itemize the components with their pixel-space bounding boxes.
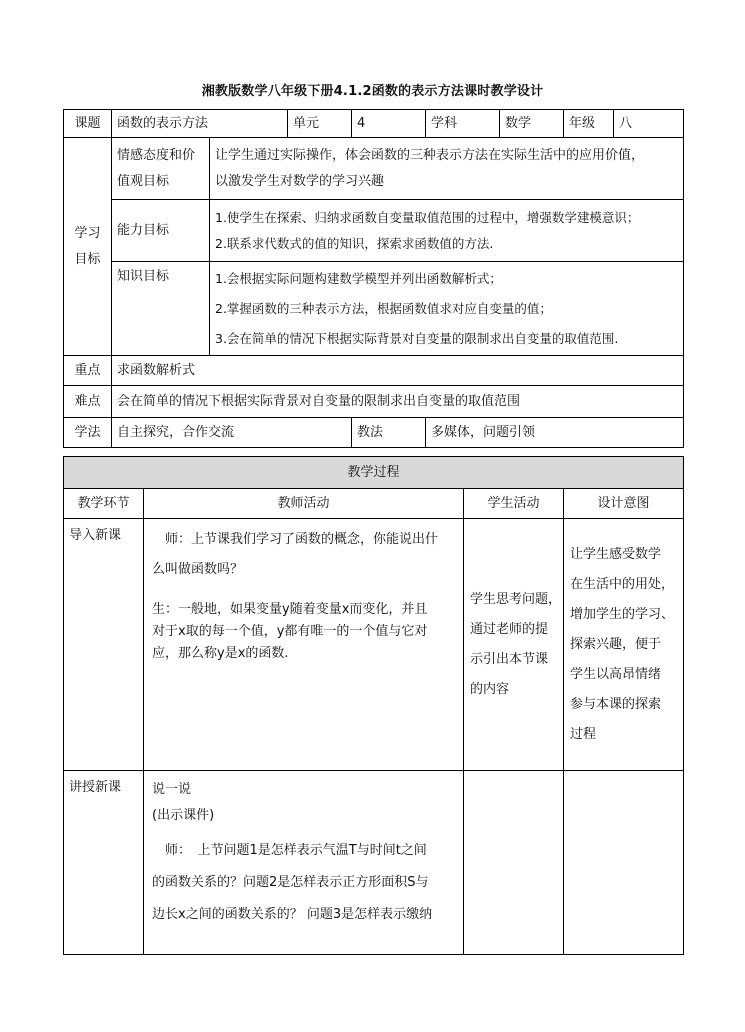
process-header: 教学过程 <box>64 457 684 489</box>
design-intro-line7: 过程 <box>570 726 597 742</box>
design-intro-line5: 学生以高昂情绪 <box>570 666 662 682</box>
process-header-row <box>64 457 684 489</box>
col-design: 设计意图 <box>564 489 684 519</box>
process-columns-row <box>64 489 684 519</box>
emotion-label-line2: 值观目标 <box>117 173 170 189</box>
knowledge-text <box>210 262 684 356</box>
student-intro <box>464 519 564 771</box>
design-intro-line3: 增加学生的学习、 <box>570 606 675 622</box>
knowledge-line2: 2.掌握函数的三种表示方法，根据函数值求对应自变量的值； <box>215 300 552 316</box>
method-row <box>64 418 684 448</box>
design-teach <box>564 771 684 955</box>
key-label: 重点 <box>64 356 112 386</box>
student-intro-line3: 示引出本节课 <box>470 651 549 667</box>
teacher-teach-line1: 说一说 <box>152 782 192 797</box>
teach-method: 多媒体，问题引领 <box>426 418 684 448</box>
emotion-text-line2: 以激发学生对数学的学习兴趣 <box>215 173 385 189</box>
teacher-intro-line4: 对于x取的每一个值，y都有唯一的一个值与它对 <box>152 624 428 639</box>
goals-label-line2: 目标 <box>74 251 101 267</box>
subject-label: 学科 <box>426 110 500 138</box>
difficult-row <box>64 386 684 418</box>
info-table <box>63 109 684 448</box>
difficult-label: 难点 <box>64 386 112 418</box>
student-intro-line4: 的内容 <box>470 681 510 697</box>
knowledge-line3: 3.会在简单的情况下根据实际背景对自变量的限制求出自变量的取值范围. <box>215 330 619 346</box>
stage-intro: 导入新课 <box>64 519 144 771</box>
difficult-text: 会在简单的情况下根据实际背景对自变量的限制求出自变量的取值范围 <box>112 386 684 418</box>
subject-value: 数学 <box>500 110 564 138</box>
process-row-teach <box>64 771 684 955</box>
process-table <box>63 456 684 955</box>
learn-method-label: 学法 <box>64 418 112 448</box>
teacher-intro-line3: 生：一般地，如果变量y随着变量x而变化，并且 <box>152 602 428 617</box>
teacher-intro-line5: 应，那么称y是x的函数. <box>152 646 289 661</box>
knowledge-label: 知识目标 <box>112 262 210 356</box>
goals-label <box>64 138 112 356</box>
teacher-teach <box>144 771 464 955</box>
teacher-intro-line2: 么叫做函数吗？ <box>152 562 244 577</box>
ability-text <box>210 200 684 262</box>
emotion-text <box>210 138 684 200</box>
key-text: 求函数解析式 <box>112 356 684 386</box>
ability-label: 能力目标 <box>112 200 210 262</box>
design-intro <box>564 519 684 771</box>
goals-label-line1: 学习 <box>74 225 101 241</box>
unit-value: 4 <box>352 110 426 138</box>
topic-value: 函数的表示方法 <box>112 110 288 138</box>
topic-label: 课题 <box>64 110 112 138</box>
design-intro-line2: 在生活中的用处， <box>570 576 675 592</box>
stage-teach: 讲授新课 <box>64 771 144 955</box>
ability-line2: 2.联系求代数式的值的知识，探索求函数值的方法. <box>215 235 494 251</box>
design-intro-line6: 参与本课的探索 <box>570 696 662 712</box>
teacher-teach-line2: (出示课件) <box>152 808 215 823</box>
student-teach <box>464 771 564 955</box>
teacher-teach-line5: 边长x之间的函数关系的？ 问题3是怎样表示缴纳 <box>152 907 433 922</box>
key-row <box>64 356 684 386</box>
teach-method-label: 教法 <box>352 418 426 448</box>
teacher-teach-line4: 的函数关系的？问题2是怎样表示正方形面积S与 <box>152 875 429 890</box>
student-intro-line2: 通过老师的提 <box>470 621 549 637</box>
student-intro-line1: 学生思考问题， <box>470 591 562 607</box>
design-intro-line4: 探索兴趣，便于 <box>570 636 662 652</box>
process-row-intro <box>64 519 684 771</box>
emotion-text-line1: 让学生通过实际操作，体会函数的三种表示方法在实际生活中的应用价值， <box>215 147 645 163</box>
goal-ability-row <box>64 200 684 262</box>
col-stage: 教学环节 <box>64 489 144 519</box>
info-row <box>64 110 684 138</box>
emotion-label-line1: 情感态度和价 <box>117 147 196 163</box>
grade-label: 年级 <box>564 110 614 138</box>
page-title: 湘教版数学八年级下册4.1.2函数的表示方法课时教学设计 <box>201 84 544 99</box>
goal-emotion-row <box>64 138 684 200</box>
teacher-intro <box>144 519 464 771</box>
goal-knowledge-row <box>64 262 684 356</box>
grade-value: 八 <box>614 110 684 138</box>
ability-line1: 1.使学生在探索、归纳求函数自变量取值范围的过程中，增强数学建模意识； <box>215 209 640 225</box>
learn-method: 自主探究，合作交流 <box>112 418 352 448</box>
knowledge-line1: 1.会根据实际问题构建数学模型并列出函数解析式； <box>215 270 502 286</box>
teacher-teach-line3: 师： 上节问题1是怎样表示气温T与时间t之间 <box>152 843 427 858</box>
col-student: 学生活动 <box>464 489 564 519</box>
teacher-intro-line1: 师：上节课我们学习了函数的概念，你能说出什 <box>152 532 439 547</box>
design-intro-line1: 让学生感受数学 <box>570 546 662 562</box>
emotion-label <box>112 138 210 200</box>
col-teacher: 教师活动 <box>144 489 464 519</box>
unit-label: 单元 <box>288 110 352 138</box>
